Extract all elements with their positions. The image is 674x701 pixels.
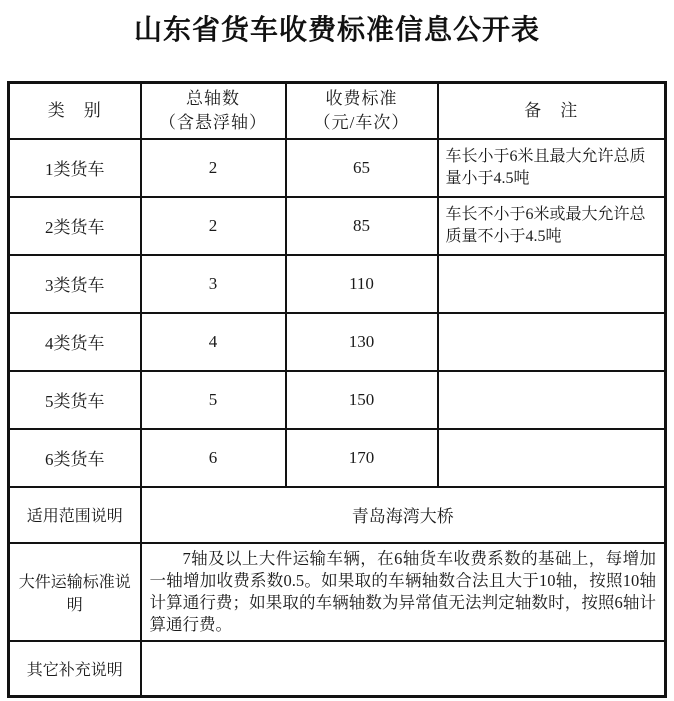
- category-cell: 1类货车: [9, 139, 141, 197]
- remark-cell: [438, 371, 666, 429]
- axles-cell: 4: [141, 313, 286, 371]
- col-header-axles-line2: （含悬浮轴）: [159, 112, 267, 132]
- col-header-axles-line1: 总轴数: [186, 88, 240, 108]
- truck-class-row-2: [9, 197, 666, 255]
- other-notes-label: 其它补充说明: [9, 641, 141, 697]
- col-header-fee-line1: 收费标准: [325, 88, 398, 108]
- remark-cell: [438, 255, 666, 313]
- axles-cell: 6: [141, 429, 286, 487]
- axles-cell: 3: [141, 255, 286, 313]
- truck-class-row-5: [9, 371, 666, 429]
- category-cell: 5类货车: [9, 371, 141, 429]
- other-notes-row: [9, 641, 666, 697]
- category-cell: 4类货车: [9, 313, 141, 371]
- fee-cell: 170: [286, 429, 438, 487]
- remark-cell: 车长小于6米且最大允许总质量小于4.5吨: [438, 139, 666, 197]
- col-header-axles: [141, 83, 286, 139]
- truck-class-row-4: [9, 313, 666, 371]
- scope-note-label: 适用范围说明: [9, 487, 141, 543]
- oversize-transport-note-label: 大件运输标准说明: [9, 543, 141, 641]
- col-header-fee-line2: （元/车次）: [313, 112, 410, 132]
- oversize-transport-note-content: [141, 543, 666, 641]
- col-header-category-label: 类 别: [47, 100, 102, 120]
- col-header-remark-label: 备 注: [524, 100, 579, 120]
- category-cell: 3类货车: [9, 255, 141, 313]
- col-header-fee: [286, 83, 438, 139]
- axles-cell: 2: [141, 197, 286, 255]
- axles-cell: 2: [141, 139, 286, 197]
- col-header-category: [9, 83, 141, 139]
- fee-cell: 130: [286, 313, 438, 371]
- truck-class-row-3: [9, 255, 666, 313]
- oversize-transport-note-text: 7轴及以上大件运输车辆，在6轴货车收费系数的基础上，每增加一轴增加收费系数0.5。如果取的车辆轴数合法且大于10轴，按照10轴计算通行费；如果取的车辆轴数为异常值无法判定轴数时，按照6轴计算通行费。: [149, 548, 656, 634]
- fee-cell: 65: [286, 139, 438, 197]
- category-cell: 6类货车: [9, 429, 141, 487]
- page-title: 山东省货车收费标准信息公开表: [133, 15, 540, 46]
- scope-note-row: [9, 487, 666, 543]
- remark-cell: [438, 313, 666, 371]
- toll-table: [7, 81, 667, 698]
- fee-cell: 150: [286, 371, 438, 429]
- remark-cell: [438, 429, 666, 487]
- table-header-row: [9, 83, 666, 139]
- oversize-transport-note-row: [9, 543, 666, 641]
- fee-cell: 110: [286, 255, 438, 313]
- col-header-remark: [438, 83, 666, 139]
- other-notes-content: [141, 641, 666, 697]
- truck-class-row-6: [9, 429, 666, 487]
- axles-cell: 5: [141, 371, 286, 429]
- category-cell: 2类货车: [9, 197, 141, 255]
- scope-note-content: 青岛海湾大桥: [141, 487, 666, 543]
- fee-cell: 85: [286, 197, 438, 255]
- remark-cell: 车长不小于6米或最大允许总质量不小于4.5吨: [438, 197, 666, 255]
- truck-class-row-1: [9, 139, 666, 197]
